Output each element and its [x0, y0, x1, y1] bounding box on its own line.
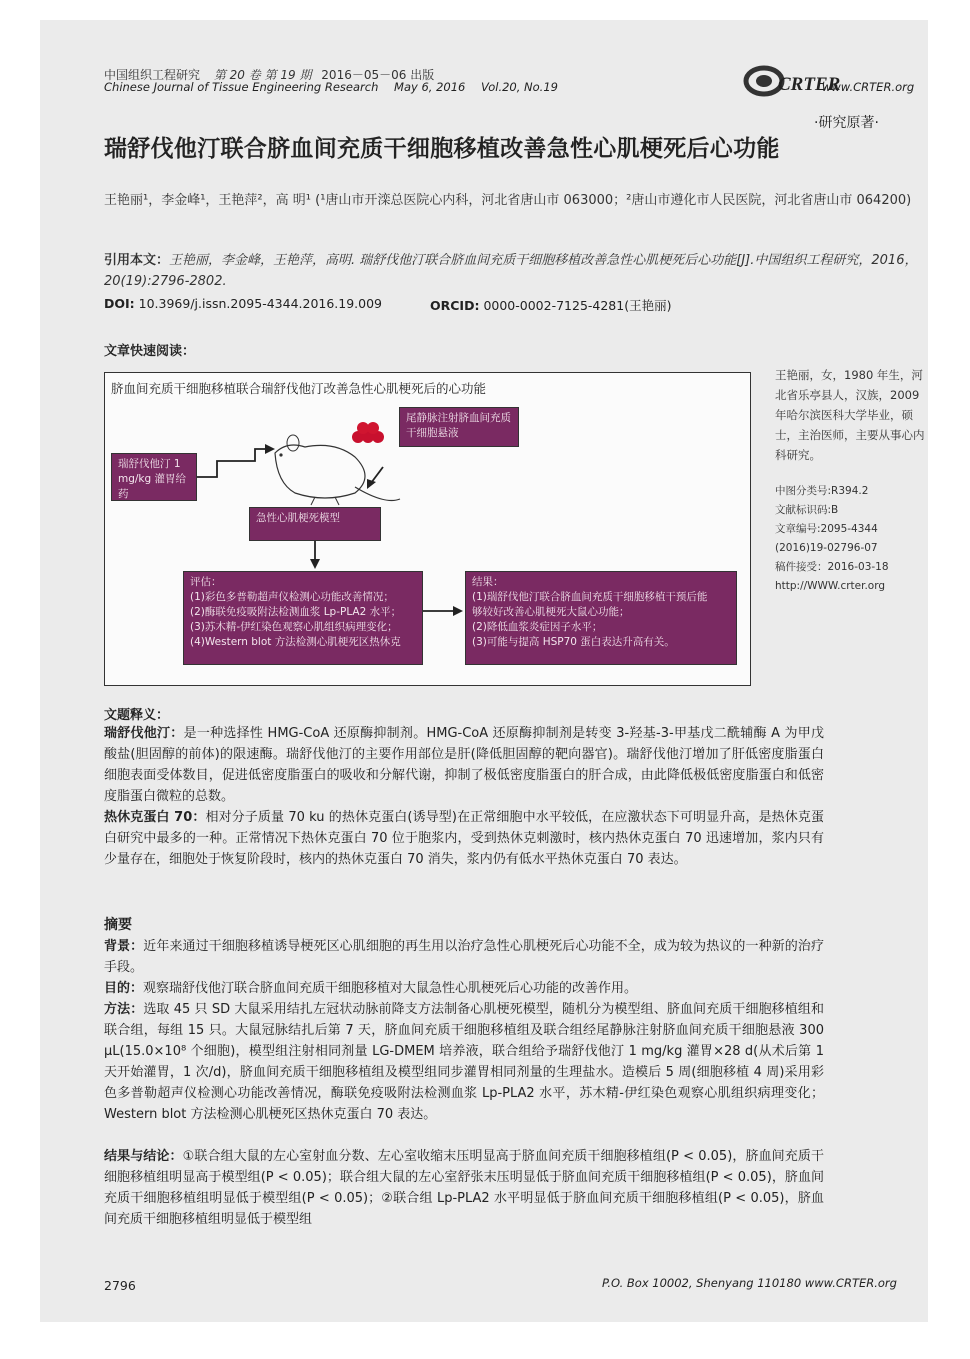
- abstract-results: [104, 1146, 824, 1230]
- journal-header-en: [104, 80, 558, 94]
- article-number-cont: (2016)19-02796-07: [775, 542, 878, 554]
- abstract-label: 结果与结论：: [104, 1149, 183, 1164]
- evaluation-line: (4)Western blot 方法检测心肌梗死区热休克: [190, 636, 401, 648]
- citation-label: 引用本文：: [104, 253, 170, 268]
- journal-name-en: Chinese Journal of Tissue Engineering Research: [104, 80, 379, 94]
- result-line: (2)降低血浆炎症因子水平；: [472, 621, 603, 633]
- page-number: 2796: [104, 1278, 136, 1293]
- evaluation-line: (2)酶联免疫吸附法检测血浆 Lp-PLA2 水平；: [190, 606, 402, 618]
- evaluation-title: 评估：: [190, 576, 222, 588]
- received-date: 稿件接受：2016-03-18: [775, 561, 889, 573]
- orcid-value[interactable]: 0000-0002-7125-4281(王艳丽): [483, 298, 672, 313]
- result-box: [465, 571, 737, 665]
- glossary-heading: 文题释义：: [104, 708, 170, 723]
- orcid-label: ORCID:: [430, 298, 480, 313]
- orcid: [430, 296, 671, 314]
- citation-block: [104, 250, 924, 292]
- glossary-term: 热休克蛋白 70：: [104, 810, 206, 825]
- quick-read-heading: 文章快速阅读：: [104, 344, 196, 359]
- author-bio: 王艳丽，女，1980 年生，河北省乐亭县人，汉族，2009 年哈尔滨医科大学毕业，硕士，主治医师，主要从事心内科研究。: [775, 368, 925, 462]
- abstract-text: ①联合组大鼠的左心室射血分数、左心室收缩末压明显高于脐血间充质干细胞移植组(P < 0.05)，脐血间充质干细胞移植组明显高于模型组(P < 0.05)；联合组大鼠的左心室舒张末压明显低于脐血间充质干细胞移植组(P < 0.05)，脐血间充质干细胞移植组明显低于模型组(P < 0.05)；②联合组 Lp-PLA2 水平明显低于脐血间充质干细胞移植组(P < 0.05)，脐血间充质干细胞移植组明显低于模型组: [104, 1149, 824, 1227]
- graphical-abstract: [104, 372, 751, 686]
- glossary-text: 相对分子质量 70 ku 的热休克蛋白(诱导型)在正常细胞中水平较低，在应激状态下可明显升高，是热休克蛋白研究中最多的一种。正常情况下热休克蛋白 70 位于胞浆内，受到热休克刺激时，核内热休克蛋白 70 迅速增加，浆内只有少量存在，细胞处于恢复阶段时，核内的热休克蛋白 70 消失，浆内仍有低水平热休克蛋白 70 表达。: [104, 810, 824, 867]
- section-label: ·研究原著·: [814, 115, 879, 131]
- document-code: 文献标识码:B: [775, 504, 839, 516]
- glossary-term: 瑞舒伐他汀：: [104, 726, 184, 741]
- page: [40, 20, 928, 1322]
- abstract-label: 背景：: [104, 939, 144, 954]
- abstract-methods: [104, 999, 824, 1125]
- evaluation-line: (1)彩色多普勒超声仪检测心功能改善情况；: [190, 591, 394, 603]
- article-title: 瑞舒伐他汀联合脐血间充质干细胞移植改善急性心肌梗死后心功能: [104, 136, 780, 162]
- author-affiliations: (¹唐山市开滦总医院心内科，河北省唐山市 063000；²唐山市遵化市人民医院，河北省唐山市 064200): [315, 193, 912, 208]
- abstract-text: 近年来通过干细胞移植诱导梗死区心肌细胞的再生用以治疗急性心肌梗死后心功能不全，成为较为热议的一种新的治疗手段。: [104, 939, 824, 975]
- crter-logo: [744, 64, 841, 96]
- abstract-heading: 摘要: [104, 917, 132, 933]
- drug-box-text: 瑞舒伐他汀 1 mg/kg 灌胃给药: [118, 458, 187, 500]
- author-names: 王艳丽¹，李金峰¹，王艳萍²，高 明¹: [104, 193, 311, 208]
- journal-name-cn: 中国组织工程研究: [104, 68, 201, 82]
- abstract-label: 方法：: [104, 1002, 144, 1017]
- result-line: 够较好改善心肌梗死大鼠心功能；: [472, 606, 630, 618]
- authors-block: [104, 190, 924, 211]
- abstract-objective: [104, 978, 824, 999]
- figure-title: 脐血间充质干细胞移植联合瑞舒伐他汀改善急性心肌梗死后的心功能: [111, 381, 487, 396]
- evaluation-line: (3)苏木精-伊红染色观察心肌组织病理变化；: [190, 621, 398, 633]
- result-title: 结果：: [472, 576, 504, 588]
- volume-en: Vol.20, No.19: [481, 80, 558, 94]
- abstract-label: 目的：: [104, 981, 144, 996]
- footer-address: P.O. Box 10002, Shenyang 110180 www.CRTER.org: [602, 1276, 897, 1290]
- volume-issue-cn: 第 20 卷 第 19 期: [213, 68, 312, 82]
- publish-date-cn: 2016－05－06 出版: [321, 68, 435, 82]
- journal-url[interactable]: www.CRTER.org: [822, 80, 915, 94]
- injection-box-text: 尾静脉注射脐血间充质干细胞悬液: [406, 412, 511, 439]
- abstract-text: 观察瑞舒伐他汀联合脐血间充质干细胞移植对大鼠急性心肌梗死后心功能的改善作用。: [143, 981, 638, 996]
- result-line: (3)可能与提高 HSP70 蛋白表达升高有关。: [472, 636, 675, 648]
- citation-text: 王艳丽，李金峰，王艳萍，高明. 瑞舒伐他汀联合脐血间充质干细胞移植改善急性心肌梗死后心功能[J].中国组织工程研究，2016，20(19):2796-2802.: [104, 253, 918, 289]
- article-meta: [775, 482, 925, 596]
- glossary-hsp70: [104, 807, 824, 870]
- doi-label: DOI:: [104, 296, 135, 311]
- glossary-text: 是一种选择性 HMG-CoA 还原酶抑制剂。HMG-CoA 还原酶抑制剂是转变 3-羟基-3-甲基戊二酰辅酶 A 为甲戊酸盐(胆固醇的前体)的限速酶。瑞舒伐他汀的主要作用部位是肝(降低胆固醇的靶向器官)。瑞舒伐他汀增加了肝低密度脂蛋白细胞表面受体数目，促进低密度脂蛋白的吸收和分解代谢，抑制了极低密度脂蛋白的肝合成，由此降低极低密度脂蛋白和低密度脂蛋白微粒的总数。: [104, 726, 824, 804]
- doi-value[interactable]: 10.3969/j.issn.2095-4344.2016.19.009: [138, 296, 383, 311]
- model-box-text: 急性心肌梗死模型: [256, 512, 340, 524]
- abstract-text: 选取 45 只 SD 大鼠采用结扎左冠状动脉前降支方法制备心肌梗死模型，随机分为模型组、脐血间充质干细胞移植组和联合组，每组 15 只。大鼠冠脉结扎后第 7 天，脐血间充质干细胞移植组及联合组经尾静脉注射脐血间充质干细胞悬液 300 μL(15.0×10⁸ 个细胞)，模型组注射相同剂量 LG-DMEM 培养液，联合组给予瑞舒伐他汀 1 mg/kg 灌胃×28 d(从术后第 1 天开始灌胃，1 次/d)，脐血间充质干细胞移植组及模型组同步灌胃相同剂量的生理盐水。造模后 5 周(细胞移植 4 周)采用彩色多普勒超声仪检测心功能改善情况，酶联免疫吸附法检测血浆 Lp-PLA2 水平，苏木精-伊红染色观察心肌组织病理变化；Western blot 方法检测心肌梗死区热休克蛋白 70 表达。: [104, 1002, 824, 1122]
- evaluation-box: [183, 571, 423, 665]
- glossary-rosuvastatin: [104, 723, 824, 807]
- article-number: 文章编号:2095-4344: [775, 523, 878, 535]
- logo-text: CRTER: [778, 74, 841, 95]
- result-line: (1)瑞舒伐他汀联合脐血间充质干细胞移植干预后能: [472, 591, 708, 603]
- clc-number: 中图分类号:R394.2: [775, 485, 869, 497]
- publish-date-en: May 6, 2016: [394, 80, 466, 94]
- abstract-background: [104, 936, 824, 978]
- meta-url[interactable]: http://WWW.crter.org: [775, 580, 886, 592]
- doi: [104, 296, 382, 311]
